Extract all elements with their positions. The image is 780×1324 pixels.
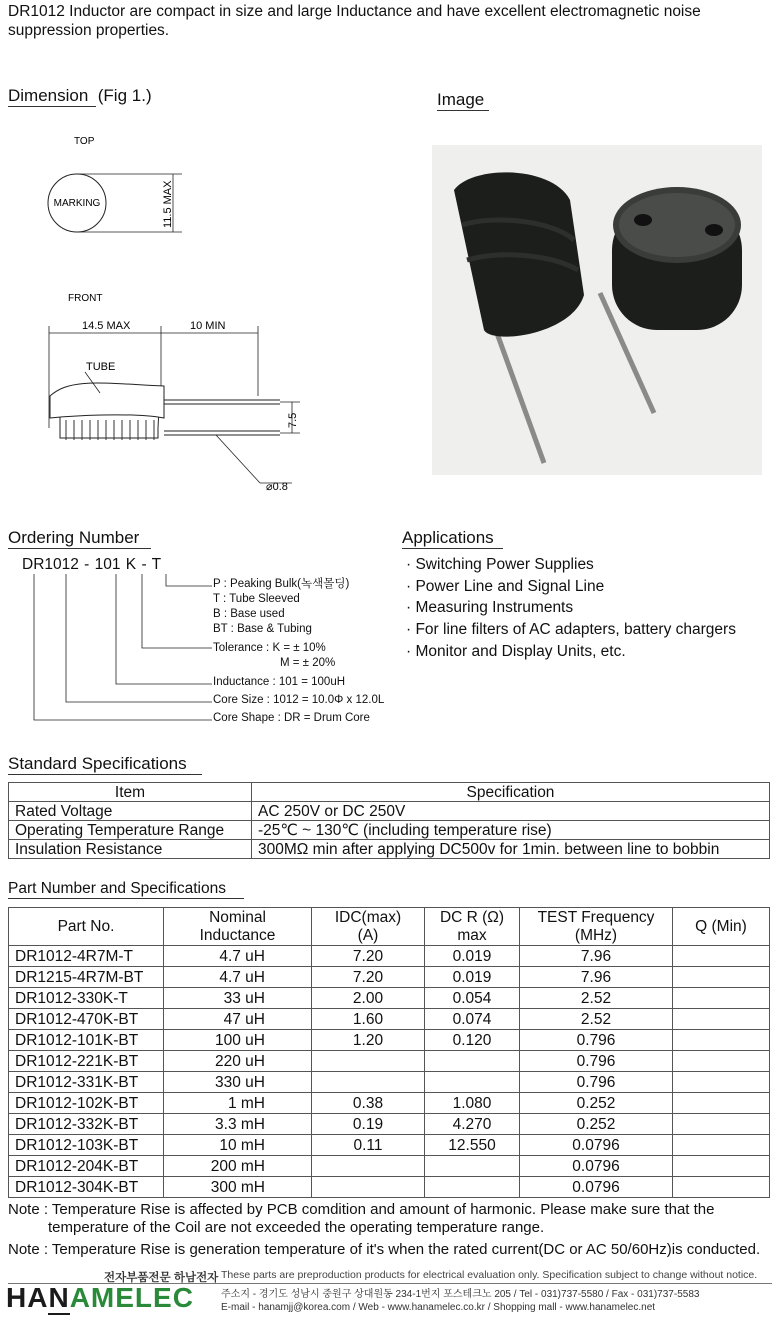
inductance-value: 47 uH (164, 1009, 312, 1030)
spec-item: Rated Voltage (9, 802, 252, 821)
spec-item: Operating Temperature Range (9, 821, 252, 840)
table-row (9, 1156, 770, 1177)
dimension-drawing (30, 128, 320, 500)
dcr-value: 0.074 (425, 1009, 520, 1030)
inductance-value: 220 uH (164, 1051, 312, 1072)
dimension-title: Dimension (8, 86, 89, 105)
dcr-value: 0.120 (425, 1030, 520, 1051)
inductance-value: 330 uH (164, 1072, 312, 1093)
ordering-underline (8, 548, 151, 549)
q-min-value (673, 1030, 770, 1051)
image-underline (437, 110, 489, 111)
part-number: DR1012-4R7M-T (9, 946, 164, 967)
header-item: Item (9, 783, 252, 802)
q-min-value (673, 988, 770, 1009)
core-shape-code: Core Shape : DR = Drum Core (213, 712, 370, 724)
table-row (9, 1030, 770, 1051)
packaging-p: P : Peaking Bulk(녹색몰딩) (213, 578, 350, 590)
footer-address-block (221, 1288, 699, 1314)
table-row (9, 802, 770, 821)
spec-value: AC 250V or DC 250V (252, 802, 770, 821)
tolerance-options (213, 641, 335, 671)
idc-value (312, 1051, 425, 1072)
part-number: DR1012-204K-BT (9, 1156, 164, 1177)
part-number: DR1215-4R7M-BT (9, 967, 164, 988)
note-1: Note : Temperature Rise is affected by PCB comdition and amount of harmonic. Please make sure that the (8, 1201, 715, 1218)
part-number: DR1012-103K-BT (9, 1135, 164, 1156)
ordering-code: DR1012 - 101 K - T (22, 556, 162, 573)
test-frequency-value: 0.796 (520, 1051, 673, 1072)
dcr-value: 0.054 (425, 988, 520, 1009)
ordering-leader-lines (30, 572, 215, 724)
standard-underline (8, 774, 202, 775)
application-item: · Measuring Instruments (406, 599, 574, 617)
inductance-value: 200 mH (164, 1156, 312, 1177)
note-1-continued: temperature of the Coil are not exceeded the operating temperature range. (48, 1219, 545, 1236)
header-q-min: Q (Min) (673, 908, 770, 946)
test-frequency-value: 0.252 (520, 1093, 673, 1114)
dimension-fig: (Fig 1.) (97, 86, 152, 105)
height-dimension: 11.5 MAX (162, 180, 174, 228)
table-row (9, 1051, 770, 1072)
dcr-value: 0.019 (425, 967, 520, 988)
idc-value: 0.19 (312, 1114, 425, 1135)
packaging-bt: BT : Base & Tubing (213, 623, 312, 635)
part-number: DR1012-330K-T (9, 988, 164, 1009)
test-frequency-value: 2.52 (520, 988, 673, 1009)
inductance-value: 4.7 uH (164, 946, 312, 967)
idc-value: 7.20 (312, 946, 425, 967)
table-row (9, 946, 770, 967)
marking-label: MARKING (53, 198, 101, 209)
dimension-heading (8, 86, 152, 106)
test-frequency-value: 0.796 (520, 1030, 673, 1051)
footer-korean-tagline: 전자부품전문 하남전자 (104, 1272, 219, 1284)
core-size-code: Core Size : 1012 = 10.0Φ x 12.0L (213, 694, 385, 706)
packaging-t: T : Tube Sleeved (213, 593, 300, 605)
pitch-dimension: 7.5 (287, 412, 299, 428)
idc-value: 1.60 (312, 1009, 425, 1030)
q-min-value (673, 1051, 770, 1072)
packaging-b: B : Base used (213, 608, 285, 620)
part-number: DR1012-332K-BT (9, 1114, 164, 1135)
test-frequency-value: 0.0796 (520, 1156, 673, 1177)
spec-value: -25℃ ~ 130℃ (including temperature rise) (252, 821, 770, 840)
note-2: Note : Temperature Rise is generation temperature of it's when the rated current(DC or AC 50/60Hz)is conducted. (8, 1241, 761, 1258)
inductance-value: 33 uH (164, 988, 312, 1009)
company-logo (6, 1282, 194, 1314)
part-number: DR1012-102K-BT (9, 1093, 164, 1114)
idc-value: 0.11 (312, 1135, 425, 1156)
application-item: · Power Line and Signal Line (406, 577, 605, 595)
footer-contact: E-mail - hanamjj@korea.com / Web - www.hanamelec.co.kr / Shopping mall - www.hanamelec.net (221, 1302, 656, 1313)
q-min-value (673, 1156, 770, 1177)
inductance-code: Inductance : 101 = 100uH (213, 676, 346, 688)
intro-text: DR1012 Inductor are compact in size and large Inductance and have excellent electromagnetic noise suppression properties. (8, 3, 701, 39)
q-min-value (673, 1093, 770, 1114)
lead-dimension: 10 MIN (190, 320, 226, 332)
image-title: Image (437, 90, 485, 109)
inductance-value: 1 mH (164, 1093, 312, 1114)
test-frequency-value: 0.0796 (520, 1135, 673, 1156)
table-row (9, 1177, 770, 1198)
width-dimension: 14.5 MAX (82, 320, 131, 332)
test-frequency-value: 0.796 (520, 1072, 673, 1093)
test-frequency-value: 2.52 (520, 1009, 673, 1030)
parts-table (8, 907, 770, 1198)
dcr-value: 1.080 (425, 1093, 520, 1114)
logo-text-ha: HA (6, 1282, 49, 1313)
table-row (9, 1009, 770, 1030)
inductance-value: 300 mH (164, 1177, 312, 1198)
packaging-options (213, 577, 349, 637)
table-row (9, 821, 770, 840)
table-header-row (9, 908, 770, 946)
part-number: DR1012-221K-BT (9, 1051, 164, 1072)
front-label: FRONT (68, 293, 103, 304)
lead-diameter: ⌀0.8 (266, 481, 288, 493)
dcr-value (425, 1051, 520, 1072)
logo-text-amelec: AMELEC (69, 1282, 194, 1313)
part-number: DR1012-304K-BT (9, 1177, 164, 1198)
test-frequency-value: 0.0796 (520, 1177, 673, 1198)
inductance-value: 4.7 uH (164, 967, 312, 988)
q-min-value (673, 1072, 770, 1093)
inductor-illustration (432, 145, 762, 475)
test-frequency-value: 7.96 (520, 946, 673, 967)
header-test-frequency: TEST Frequency (MHz) (520, 908, 673, 946)
applications-title: Applications (402, 528, 494, 547)
q-min-value (673, 1009, 770, 1030)
idc-value: 1.20 (312, 1030, 425, 1051)
header-idc: IDC(max) (A) (312, 908, 425, 946)
table-header-row (9, 783, 770, 802)
header-inductance: Nominal Inductance (164, 908, 312, 946)
idc-value: 2.00 (312, 988, 425, 1009)
application-item: · Monitor and Display Units, etc. (406, 642, 626, 660)
part-number: DR1012-101K-BT (9, 1030, 164, 1051)
footer-address: 주소지 - 경기도 성남시 중원구 상대원동 234-1번지 포스테크노 205 / Tel - 031)737-5580 / Fax - 031)737-5583 (221, 1289, 700, 1300)
idc-value (312, 1156, 425, 1177)
tube-sleeve (50, 383, 164, 418)
table-row (9, 840, 770, 859)
parts-underline (8, 898, 244, 899)
idc-value (312, 1177, 425, 1198)
part-number: DR1012-470K-BT (9, 1009, 164, 1030)
test-frequency-value: 0.252 (520, 1114, 673, 1135)
spec-item: Insulation Resistance (9, 840, 252, 859)
header-part-no: Part No. (9, 908, 164, 946)
applications-underline (402, 548, 503, 549)
part-number: DR1012-331K-BT (9, 1072, 164, 1093)
idc-value: 7.20 (312, 967, 425, 988)
table-row (9, 1072, 770, 1093)
tube-label: TUBE (86, 361, 116, 373)
standard-spec-table (8, 782, 770, 859)
table-row (9, 1135, 770, 1156)
idc-value (312, 1072, 425, 1093)
dcr-value: 0.019 (425, 946, 520, 967)
dcr-value (425, 1072, 520, 1093)
q-min-value (673, 1177, 770, 1198)
logo-text-n: N (48, 1282, 70, 1313)
table-row (9, 988, 770, 1009)
q-min-value (673, 946, 770, 967)
tolerance-k: Tolerance : K = ± 10% (213, 642, 326, 654)
table-row (9, 1114, 770, 1135)
dcr-value: 12.550 (425, 1135, 520, 1156)
applications-list (406, 554, 736, 663)
dimension-underline (8, 106, 96, 107)
test-frequency-value: 7.96 (520, 967, 673, 988)
dcr-value (425, 1156, 520, 1177)
inductance-value: 3.3 mH (164, 1114, 312, 1135)
ordering-title: Ordering Number (8, 528, 140, 547)
idc-value: 0.38 (312, 1093, 425, 1114)
parts-title: Part Number and Specifications (8, 880, 226, 897)
application-item: · Switching Power Supplies (406, 556, 594, 573)
spec-value: 300MΩ min after applying DC500v for 1min. between line to bobbin (252, 840, 770, 859)
footer-disclaimer: These parts are preproduction products for electrical evaluation only. Specification subject to change without notice. (221, 1269, 758, 1281)
lead-left-icon (494, 325, 544, 463)
q-min-value (673, 1135, 770, 1156)
top-label: TOP (74, 136, 95, 147)
application-item: · For line filters of AC adapters, battery chargers (406, 621, 736, 639)
q-min-value (673, 1114, 770, 1135)
standard-title: Standard Specifications (8, 754, 187, 773)
inductance-value: 100 uH (164, 1030, 312, 1051)
header-dcr: DC R (Ω) max (425, 908, 520, 946)
inductance-value: 10 mH (164, 1135, 312, 1156)
header-specification: Specification (252, 783, 770, 802)
tolerance-m: M = ± 20% (280, 657, 336, 669)
table-row (9, 967, 770, 988)
table-row (9, 1093, 770, 1114)
dcr-value (425, 1177, 520, 1198)
q-min-value (673, 967, 770, 988)
product-photo (432, 145, 762, 475)
dcr-value: 4.270 (425, 1114, 520, 1135)
